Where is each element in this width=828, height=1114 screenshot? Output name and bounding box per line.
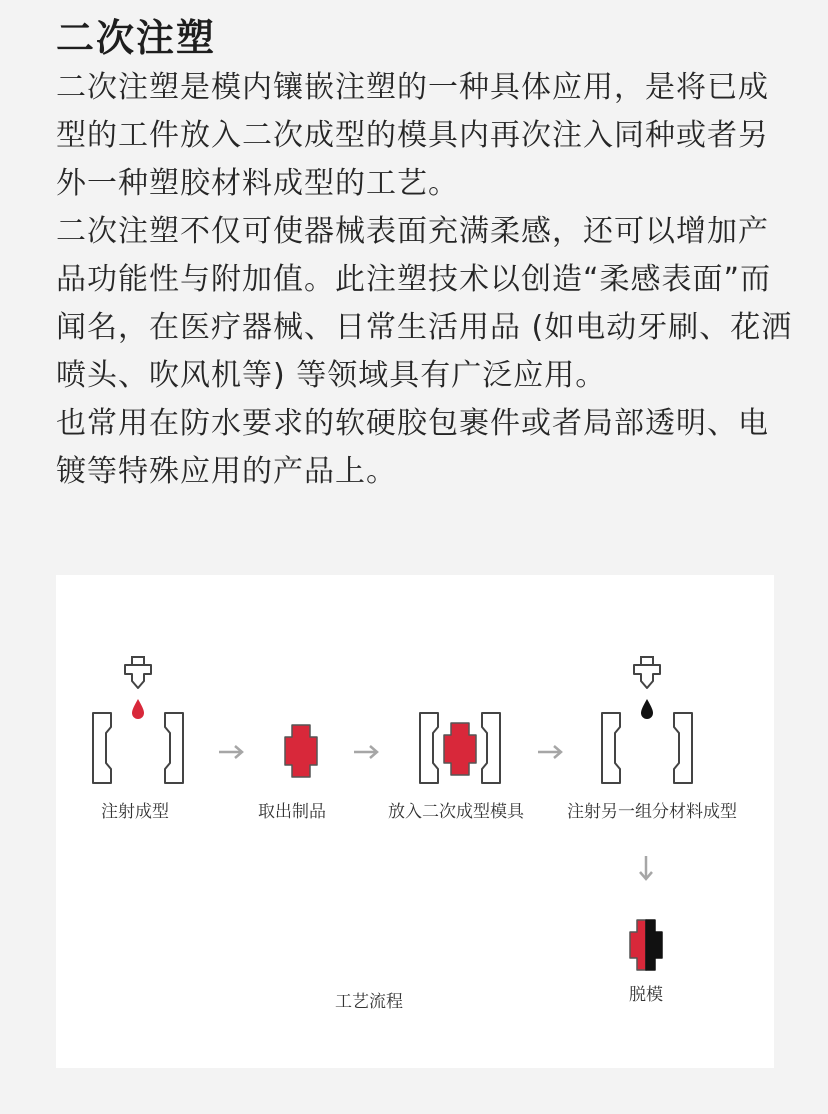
- paragraph-applications: 也常用在防水要求的软硬胶包裹件或者局部透明、电镀等特殊应用的产品上。: [56, 406, 769, 489]
- step-label-injection: 注射成型: [101, 802, 169, 822]
- red-droplet-icon: [132, 699, 144, 719]
- step-label-remove: 取出制品: [258, 802, 326, 822]
- step1-injection-icon: [93, 657, 183, 783]
- paragraph-intro: 二次注塑是模内镶嵌注塑的一种具体应用，是将已成型的工件放入二次成型的模具内再次注入同种或者另外一种塑胶材料成型的工艺。: [56, 70, 769, 201]
- process-diagram: [56, 575, 774, 1068]
- final-part-icon: [630, 920, 662, 970]
- step4-second-injection-icon: [602, 657, 692, 783]
- black-droplet-icon: [641, 699, 653, 719]
- step3-overmold-icon: [420, 713, 500, 783]
- paragraph-benefits: 二次注塑不仅可使器械表面充满柔感，还可以增加产品功能性与附加值。此注塑技术以创造“柔感表面”而闻名，在医疗器械、日常生活用品 (如电动牙刷、花洒喷头、吹风机等) 等领域具有广泛应用。: [56, 214, 793, 393]
- diagram-caption: 工艺流程: [335, 992, 403, 1012]
- arrow-right-icon: [219, 746, 242, 758]
- step2-part-icon: [285, 725, 317, 777]
- arrow-right-icon: [538, 746, 561, 758]
- step-label-place: 放入二次成型模具: [388, 802, 524, 822]
- arrow-right-icon: [354, 746, 377, 758]
- step-label-second-injection: 注射另一组分材料成型: [567, 802, 737, 822]
- article: [56, 12, 796, 496]
- step-label-demold: 脱模: [629, 985, 663, 1005]
- page-title: 二次注塑: [56, 16, 217, 60]
- arrow-down-icon: [640, 856, 652, 879]
